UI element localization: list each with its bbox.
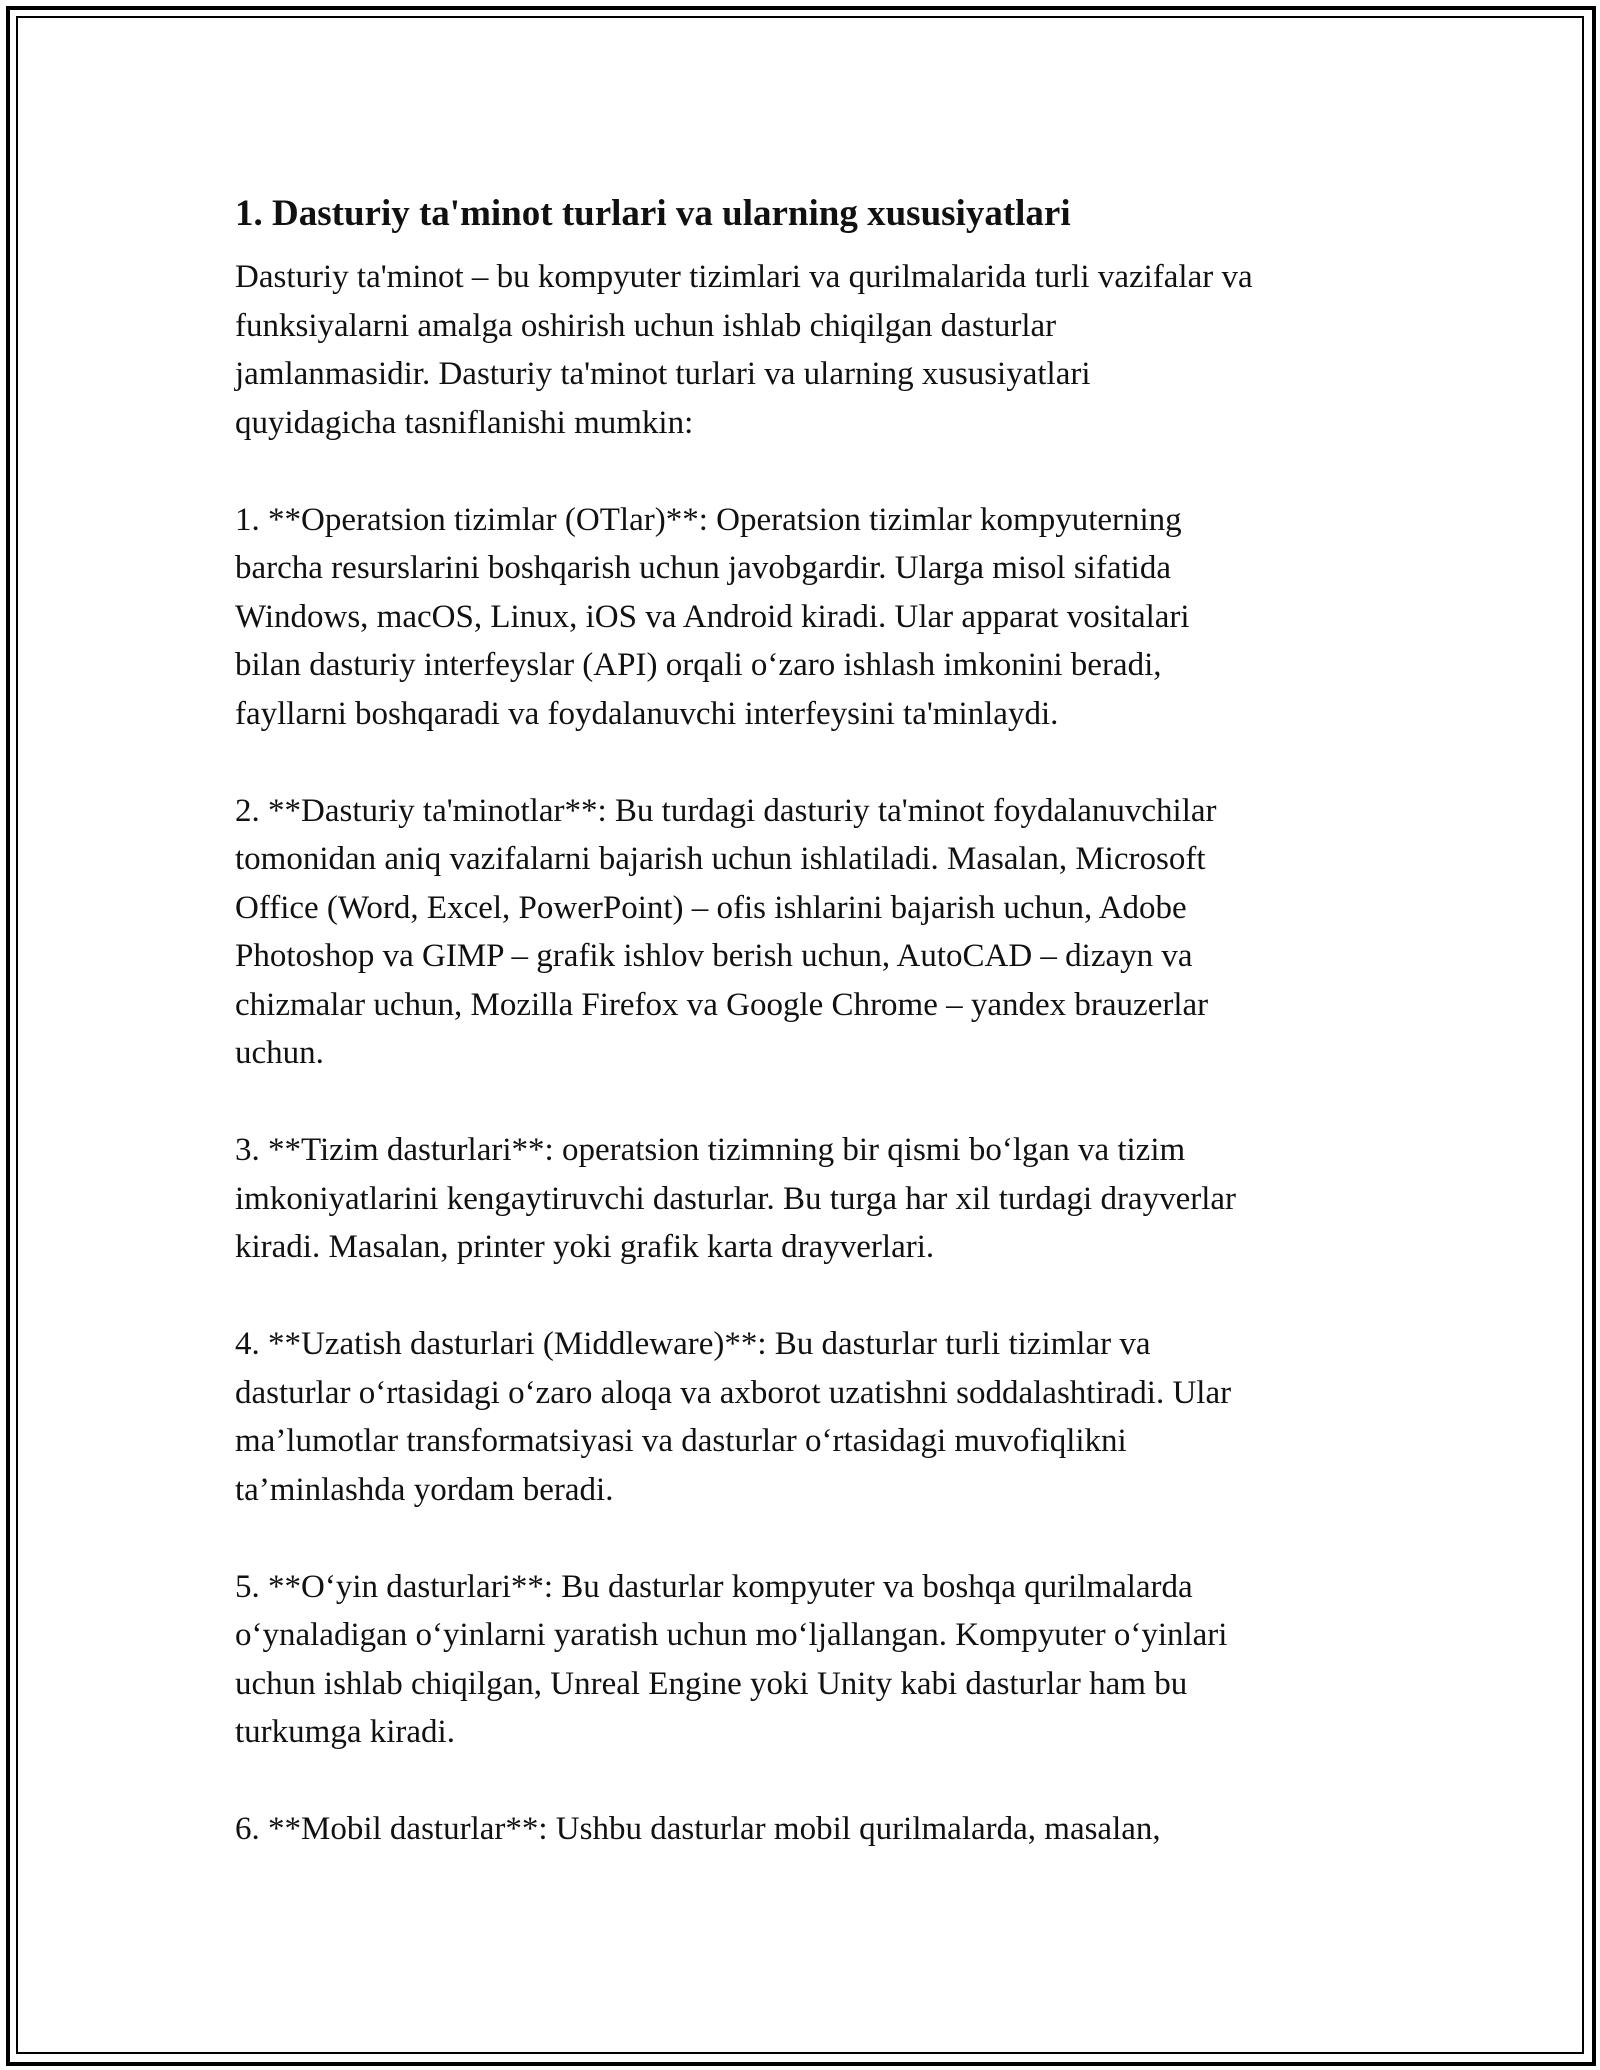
text-line: 6. **Mobil dasturlar**: Ushbu dasturlar mobil qurilmalarda, masalan, — [235, 1811, 1161, 1847]
text-line: o‘ynaladigan o‘yinlarni yaratish uchun mo‘ljallangan. Kompyuter o‘yinlari — [235, 1617, 1228, 1653]
paragraph-application-software — [235, 787, 1385, 1078]
text-line: quyidagicha tasniflanishi mumkin: — [235, 404, 694, 441]
document-body — [235, 187, 1385, 1902]
text-line: fayllarni boshqaradi va foydalanuvchi interfeysini ta'minlaydi. — [235, 695, 1059, 732]
text-line: uchun. — [235, 1035, 324, 1071]
text-line: 1. **Operatsion tizimlar (OTlar)**: Operatsion tizimlar kompyuterning — [235, 501, 1182, 538]
paragraph-operating-systems — [235, 496, 1385, 739]
text-line: turkumga kiradi. — [235, 1714, 455, 1750]
text-line: chizmalar uchun, Mozilla Firefox va Google Chrome – yandex brauzerlar — [235, 986, 1209, 1023]
text-line: jamlanmasidir. Dasturiy ta'minot turlari va ularning xususiyatlari — [235, 356, 1091, 392]
paragraph-system-programs — [235, 1126, 1385, 1272]
document-heading: 1. Dasturiy ta'minot turlari va ularning xususiyatlari — [235, 193, 1071, 234]
text-line: 5. **O‘yin dasturlari**: Bu dasturlar kompyuter va boshqa qurilmalarda — [235, 1568, 1193, 1605]
paragraph-intro — [235, 253, 1385, 447]
text-line: tomonidan aniq vazifalarni bajarish uchun ishlatiladi. Masalan, Microsoft — [235, 841, 1206, 877]
text-line: dasturlar o‘rtasidagi o‘zaro aloqa va axborot uzatishni soddalashtiradi. Ular — [235, 1374, 1232, 1411]
text-line: bilan dasturiy interfeyslar (API) orqali o‘zaro ishlash imkonini beradi, — [235, 647, 1162, 683]
text-line: Office (Word, Excel, PowerPoint) – ofis ishlarini bajarish uchun, Adobe — [235, 889, 1187, 926]
text-line: 4. **Uzatish dasturlari (Middleware)**: Bu dasturlar turli tizimlar va — [235, 1326, 1151, 1362]
text-line: Dasturiy ta'minot – bu kompyuter tizimlari va qurilmalarida turli vazifalar va — [235, 259, 1253, 295]
text-line: ta’minlashda yordam beradi. — [235, 1471, 614, 1508]
paragraph-mobile-programs — [235, 1805, 1385, 1854]
paragraph-middleware — [235, 1320, 1385, 1514]
text-line: Photoshop va GIMP – grafik ishlov berish uchun, AutoCAD – dizayn va — [235, 938, 1193, 974]
text-line: imkoniyatlarini kengaytiruvchi dasturlar. Bu turga har xil turdagi drayverlar — [235, 1180, 1237, 1217]
paragraph-game-programs — [235, 1563, 1385, 1757]
text-line: kiradi. Masalan, printer yoki grafik karta drayverlari. — [235, 1229, 935, 1265]
text-line: Windows, macOS, Linux, iOS va Android kiradi. Ular apparat vositalari — [235, 598, 1190, 635]
text-line: barcha resurslarini boshqarish uchun javobgardir. Ularga misol sifatida — [235, 550, 1171, 586]
text-line: 2. **Dasturiy ta'minotlar**: Bu turdagi dasturiy ta'minot foydalanuvchilar — [235, 792, 1217, 829]
text-line: ma’lumotlar transformatsiyasi va dasturlar o‘rtasidagi muvofiqlikni — [235, 1423, 1127, 1459]
text-line: funksiyalarni amalga oshirish uchun ishlab chiqilgan dasturlar — [235, 307, 1057, 344]
text-line: uchun ishlab chiqilgan, Unreal Engine yoki Unity kabi dasturlar ham bu — [235, 1665, 1188, 1702]
text-line: 3. **Tizim dasturlari**: operatsion tizimning bir qismi bo‘lgan va tizim — [235, 1132, 1186, 1168]
